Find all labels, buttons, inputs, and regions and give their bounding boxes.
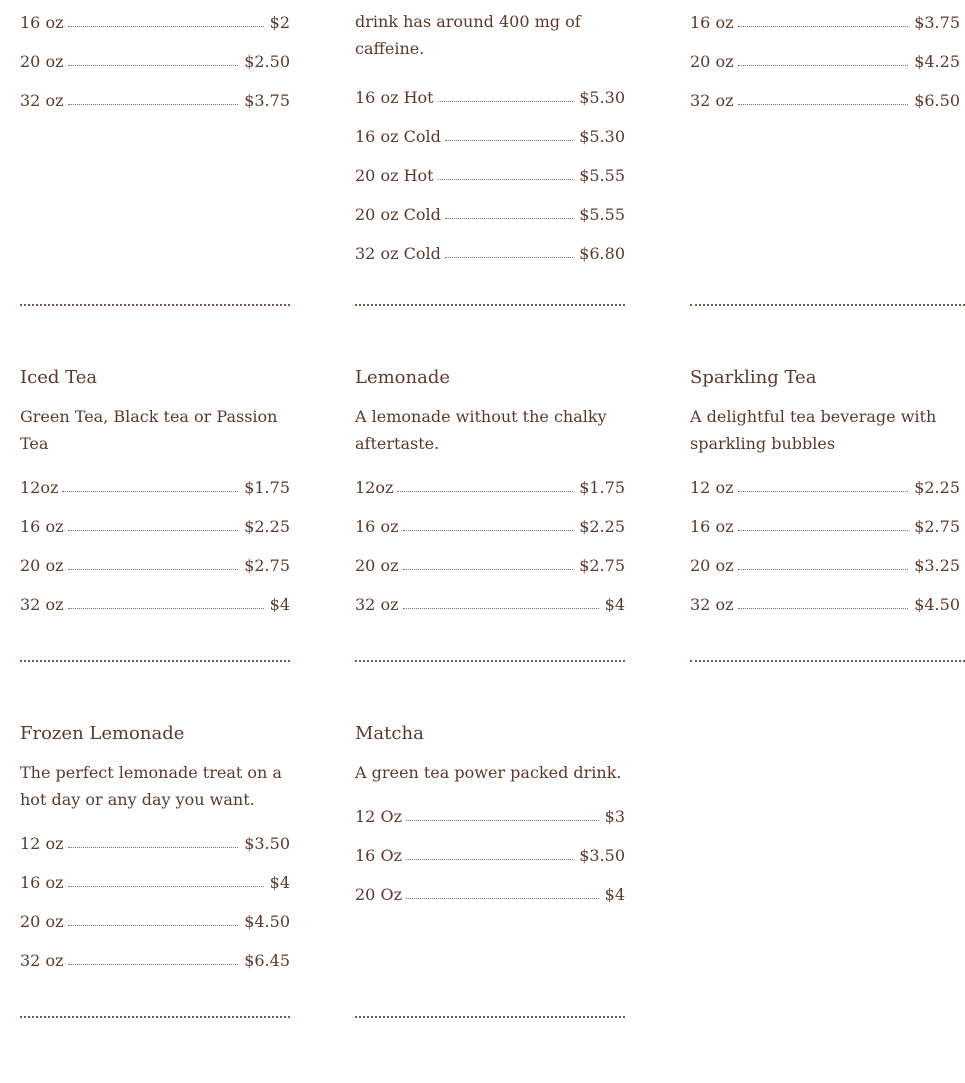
item-title: Sparkling Tea	[690, 367, 817, 388]
price-label: $3.50	[579, 846, 625, 865]
price-label: $2.75	[579, 556, 625, 575]
dot-leader	[62, 491, 238, 492]
price-label: $4	[269, 873, 290, 892]
price-label: $2.75	[244, 556, 290, 575]
dot-leader	[68, 886, 264, 887]
price-row	[20, 595, 290, 634]
price-row	[355, 595, 625, 634]
price-label: $6.50	[914, 91, 960, 110]
dot-leader	[445, 257, 573, 258]
size-label: 12 oz	[690, 478, 734, 497]
menu-item-frozen-lemonade	[20, 723, 290, 990]
size-label: 20 oz	[690, 556, 734, 575]
size-label: 12 Oz	[355, 807, 402, 826]
price-row	[20, 873, 290, 912]
price-row	[355, 846, 625, 885]
price-row	[690, 13, 965, 52]
dot-leader	[397, 491, 573, 492]
size-label: 32 oz	[20, 595, 64, 614]
size-label: 16 oz Hot	[355, 88, 434, 107]
dot-leader	[68, 569, 239, 570]
item-description: drink has around 400 mg of caffeine.	[355, 12, 581, 58]
section-divider	[690, 304, 965, 306]
size-label: 12oz	[20, 478, 59, 497]
item-description: A green tea power packed drink.	[355, 763, 622, 782]
price-row	[20, 951, 290, 990]
section-divider	[20, 1016, 290, 1018]
size-label: 20 oz	[20, 556, 64, 575]
item-description: A delightful tea beverage with sparkling bubbles	[690, 407, 937, 453]
price-label: $4.50	[914, 595, 960, 614]
size-label: 20 oz	[20, 912, 64, 931]
price-label: $3.75	[914, 13, 960, 32]
price-row	[690, 478, 965, 517]
item-description: A lemonade without the chalky aftertaste.	[355, 407, 607, 453]
price-label: $5.30	[579, 127, 625, 146]
size-label: 20 oz Hot	[355, 166, 434, 185]
price-label: $5.30	[579, 88, 625, 107]
price-row	[20, 13, 290, 52]
price-row	[355, 205, 625, 244]
price-label: $6.80	[579, 244, 625, 263]
size-label: 32 oz	[20, 91, 64, 110]
price-row	[355, 88, 625, 127]
section-divider	[355, 304, 625, 306]
dot-leader	[445, 218, 573, 219]
size-label: 20 oz Cold	[355, 205, 441, 224]
size-label: 12oz	[355, 478, 394, 497]
price-row	[355, 556, 625, 595]
dot-leader	[738, 569, 909, 570]
dot-leader	[68, 847, 239, 848]
dot-leader	[738, 26, 909, 27]
dot-leader	[68, 608, 264, 609]
price-label: $5.55	[579, 205, 625, 224]
price-row	[20, 912, 290, 951]
price-label: $3.75	[244, 91, 290, 110]
price-row	[20, 517, 290, 556]
size-label: 16 oz	[20, 517, 64, 536]
dot-leader	[738, 104, 909, 105]
price-row	[355, 517, 625, 556]
size-label: 16 oz Cold	[355, 127, 441, 146]
price-label: $2	[269, 13, 290, 32]
price-row	[355, 885, 625, 924]
price-label: $1.75	[244, 478, 290, 497]
menu-item-third	[690, 13, 965, 130]
price-row	[20, 91, 290, 130]
item-description: The perfect lemonade treat on a hot day or any day you want.	[20, 763, 282, 809]
price-row	[690, 91, 965, 130]
dot-leader	[738, 608, 909, 609]
price-row	[690, 595, 965, 634]
size-label: 32 oz	[20, 951, 64, 970]
dot-leader	[68, 530, 239, 531]
section-divider	[690, 660, 965, 662]
menu-item-sparkling-tea	[690, 367, 965, 634]
dot-leader	[438, 179, 574, 180]
item-title: Matcha	[355, 723, 424, 744]
size-label: 20 oz	[355, 556, 399, 575]
item-title: Iced Tea	[20, 367, 98, 388]
size-label: 32 oz	[690, 91, 734, 110]
size-label: 20 Oz	[355, 885, 402, 904]
menu-item-iced-tea	[20, 367, 290, 634]
price-label: $6.45	[244, 951, 290, 970]
price-label: $2.25	[914, 478, 960, 497]
menu-item-coffee	[20, 13, 290, 130]
dot-leader	[406, 898, 599, 899]
dot-leader	[68, 925, 239, 926]
price-label: $4	[604, 885, 625, 904]
size-label: 16 Oz	[355, 846, 402, 865]
size-label: 20 oz	[20, 52, 64, 71]
dot-leader	[406, 820, 599, 821]
section-divider	[355, 660, 625, 662]
dot-leader	[738, 530, 909, 531]
menu-item-lemonade	[355, 367, 625, 634]
item-title: Lemonade	[355, 367, 451, 388]
size-label: 12 oz	[20, 834, 64, 853]
size-label: 16 oz	[20, 13, 64, 32]
dot-leader	[68, 26, 264, 27]
dot-leader	[403, 608, 599, 609]
size-label: 20 oz	[690, 52, 734, 71]
size-label: 16 oz	[20, 873, 64, 892]
price-row	[20, 52, 290, 91]
dot-leader	[738, 491, 909, 492]
item-title: Frozen Lemonade	[20, 723, 185, 744]
price-label: $4	[269, 595, 290, 614]
price-label: $2.75	[914, 517, 960, 536]
size-label: 16 oz	[690, 517, 734, 536]
price-label: $4.50	[244, 912, 290, 931]
price-row	[355, 807, 625, 846]
dot-leader	[403, 569, 574, 570]
dot-leader	[68, 65, 239, 66]
dot-leader	[738, 65, 909, 66]
price-label: $5.55	[579, 166, 625, 185]
price-label: $4.25	[914, 52, 960, 71]
price-row	[355, 166, 625, 205]
price-row	[20, 556, 290, 595]
price-label: $3.50	[244, 834, 290, 853]
price-row	[355, 127, 625, 166]
menu-item-iced-coffee	[355, 8, 625, 283]
price-row	[690, 556, 965, 595]
price-row	[20, 834, 290, 873]
price-label: $3.25	[914, 556, 960, 575]
dot-leader	[438, 101, 574, 102]
size-label: 32 oz	[690, 595, 734, 614]
price-label: $2.50	[244, 52, 290, 71]
price-label: $3	[604, 807, 625, 826]
item-description: Green Tea, Black tea or Passion Tea	[20, 407, 278, 453]
dot-leader	[68, 964, 239, 965]
price-label: $1.75	[579, 478, 625, 497]
size-label: 32 oz	[355, 595, 399, 614]
price-row	[355, 478, 625, 517]
dot-leader	[403, 530, 574, 531]
dot-leader	[406, 859, 573, 860]
price-label: $2.25	[579, 517, 625, 536]
size-label: 16 oz	[355, 517, 399, 536]
section-divider	[355, 1016, 625, 1018]
dot-leader	[68, 104, 239, 105]
menu-item-matcha	[355, 723, 625, 924]
size-label: 32 oz Cold	[355, 244, 441, 263]
price-row	[690, 517, 965, 556]
price-row	[355, 244, 625, 283]
size-label: 16 oz	[690, 13, 734, 32]
dot-leader	[445, 140, 573, 141]
price-row	[20, 478, 290, 517]
price-row	[690, 52, 965, 91]
price-label: $4	[604, 595, 625, 614]
price-label: $2.25	[244, 517, 290, 536]
section-divider	[20, 660, 290, 662]
section-divider	[20, 304, 290, 306]
